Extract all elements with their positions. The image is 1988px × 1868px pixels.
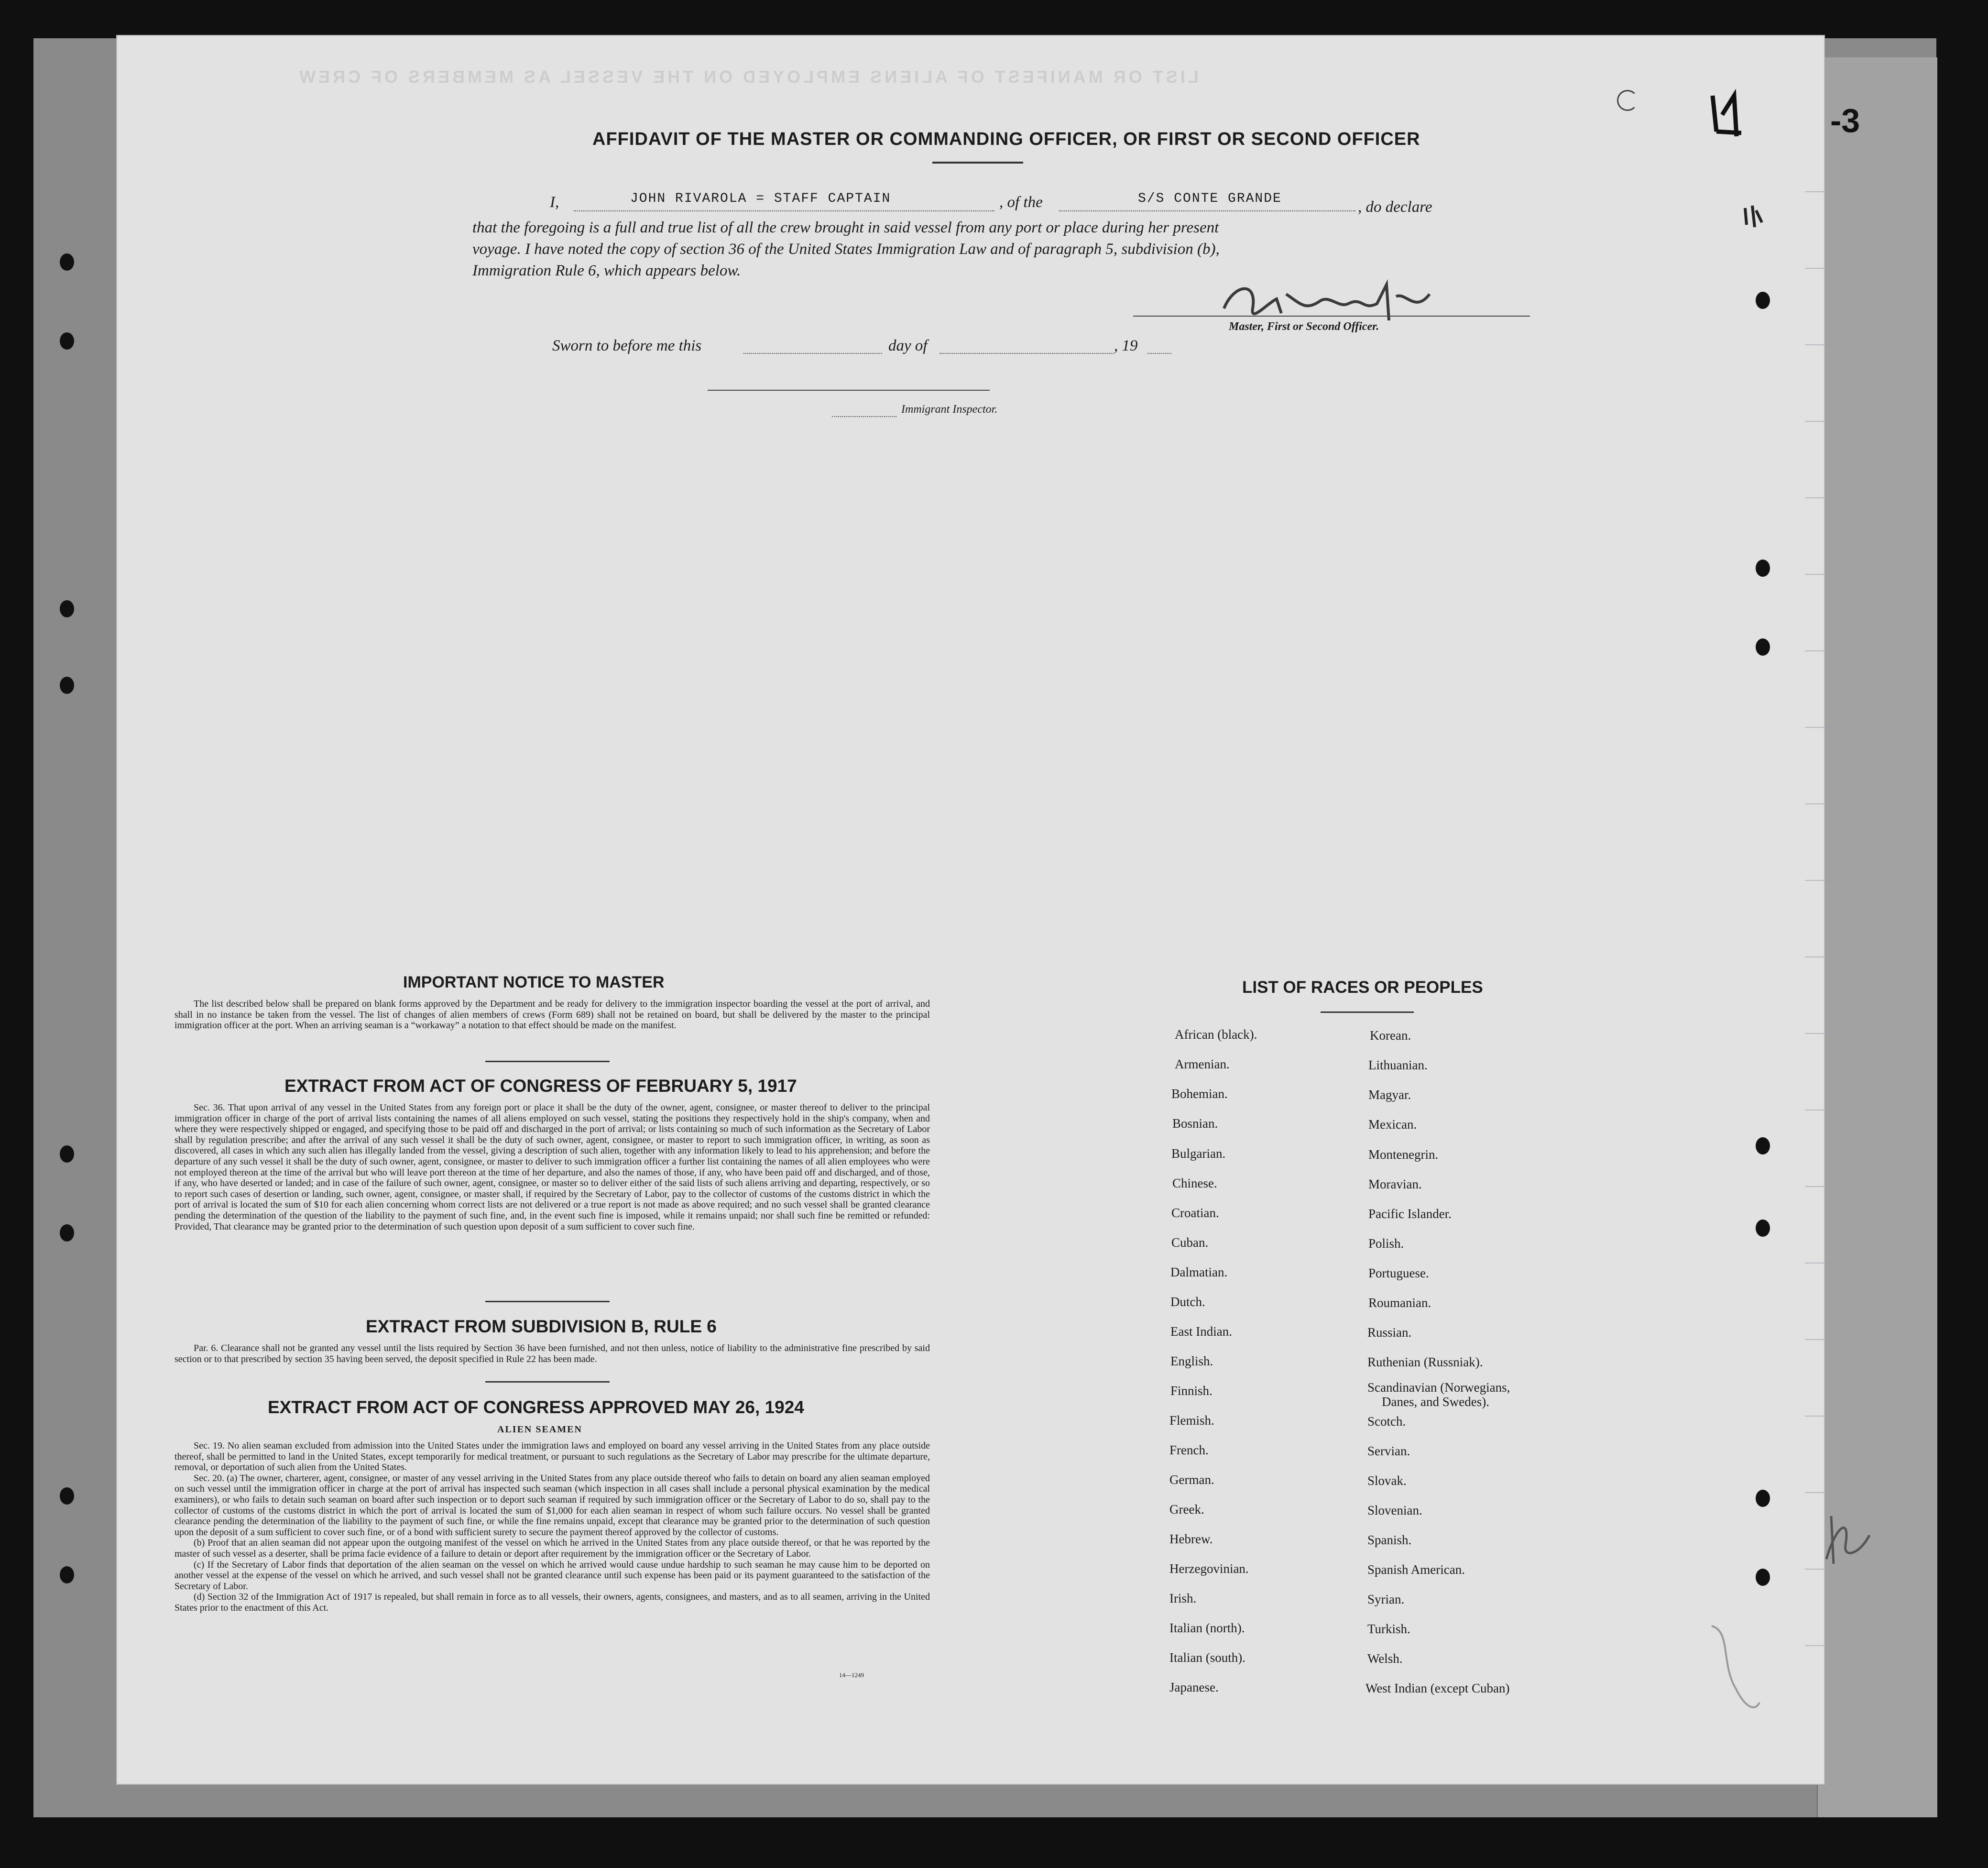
race-right-item: Syrian. (1367, 1592, 1405, 1606)
grid-line (1805, 421, 1838, 422)
race-right-item: Polish. (1368, 1236, 1404, 1251)
signature-caption: Master, First or Second Officer. (1229, 320, 1379, 333)
race-left-item: German. (1169, 1472, 1214, 1487)
extract-1924-paragraph: (b) Proof that an alien seaman did not appear upon the outgoing manifest of the vessel on which he arrived in the United States from any place outside thereof, or that he was reported by the master of such vessel as a deserter, shall be prima facie evidence of a failure to detain or deport after requirement by the immigration officer or the Secretary of Labor. (175, 1538, 930, 1559)
grid-line (1805, 650, 1838, 651)
race-right-item: Scandinavian (Norwegians, (1367, 1380, 1510, 1395)
vessel-name-field: S/S CONTE GRANDE (1138, 191, 1282, 206)
sworn-month-line (939, 353, 1114, 354)
name-field-line (574, 210, 994, 211)
grid-line (1805, 803, 1838, 804)
race-right-item: Scotch. (1367, 1414, 1406, 1428)
inspector-signature-line (708, 390, 990, 391)
race-left-item: Croatian. (1171, 1206, 1219, 1220)
grid-line (1805, 191, 1838, 192)
punch-hole (1756, 1220, 1770, 1237)
race-left-item: Herzegovinian. (1169, 1561, 1249, 1576)
notice-heading: IMPORTANT NOTICE TO MASTER (403, 973, 665, 991)
signature (1205, 275, 1458, 328)
race-left-item: Irish. (1169, 1591, 1197, 1605)
sworn-label: Sworn to before me this (552, 337, 702, 354)
do-declare-label: , do declare (1358, 198, 1432, 216)
handwritten-mark (1708, 86, 1746, 143)
extract-1924-heading: EXTRACT FROM ACT OF CONGRESS APPROVED MAY 26, 1924 (268, 1397, 804, 1417)
sworn-day-line (743, 353, 882, 354)
extract-1917-paragraph: Sec. 36. That upon arrival of any vessel in the United States from any foreign port or place it shall be the duty of the owner, agent, consignee, or master thereof to deliver to the principal immigration officer in charge of the port of arrival lists containing the names of all aliens employed on such vessel, stating the positions they respectively hold in the ship's company, when and where they were respectively shipped or engaged, and specifying those to be paid off and discharged in the port of arrival; or lists containing so much of such information as the Secretary of Labor shall by regulation prescribe; and after the arrival of any such vessel it shall be the duty of such owner, agent, consignee, or master to report to such immigration officer, in writing, as soon as discovered, all cases in which any such alien has illegally landed from the vessel, giving a description of such alien, together with any information likely to lead to his apprehension; and before the departure of any such vessel it shall be the duty of such owner, agent, consignee, or master to deliver to such immigration officer a further list containing the names of all alien employees who were not employed thereon at the time of the arrival but who will leave port thereon at the time of her departure, and also the names of those, if any, who have been paid off and discharged, and of those, if any, who have deserted or landed; and in case of the failure of such owner, agent, consignee, or master so to deliver either of the said lists of such aliens arriving and departing, respectively, or so to report such cases of desertion or landing, such owner, agent, consignee, or master shall, if required by the Secretary of Labor, pay to the collector of customs of the customs district in which the port of arrival is located the sum of $10 for each alien concerning whom correct lists are not delivered or a true report is not made as above required; and no such vessel shall be granted clearance pending the determination of the question of the liability to the payment of such fine, and, in the event such fine is imposed, while it remains unpaid; nor shall such fine be remitted or refunded: Provided, That clearance may be granted prior to the determination of such question upon deposit of a sum sufficient to cover such fine. (175, 1102, 930, 1232)
grid-line (1805, 880, 1838, 881)
grid-line (1805, 1033, 1838, 1034)
grid-line (1805, 1186, 1838, 1187)
punch-hole (1756, 638, 1770, 656)
punch-hole (60, 677, 74, 694)
race-right-item: Russian. (1367, 1325, 1412, 1340)
extract-rule6-paragraph: Par. 6. Clearance shall not be granted any vessel until the lists required by Section 36 have been furnished, and not then unless, notice of liability to the administrative fine prescribed by said section or to that prescribed by section 35 having been served, the deposit specified in Rule 22 has been made. (175, 1343, 930, 1364)
race-right-item: West Indian (except Cuban) (1365, 1681, 1510, 1695)
race-right-item: Turkish. (1367, 1622, 1410, 1636)
grid-line (1805, 1569, 1838, 1570)
grid-line (1805, 956, 1838, 957)
extract-1917-text (175, 1102, 930, 1232)
race-right-item: Ruthenian (Russniak). (1367, 1355, 1483, 1369)
race-right-item: Spanish American. (1367, 1562, 1465, 1577)
race-right-item: Mexican. (1368, 1117, 1417, 1132)
grid-line (1805, 497, 1838, 498)
vessel-field-line (1059, 210, 1355, 211)
affidavit-line-2: that the foregoing is a full and true list of all the crew brought in said vessel from any port or place during her present (472, 219, 1219, 236)
race-left-item: Bulgarian. (1171, 1146, 1226, 1161)
race-left-item: Dutch. (1170, 1295, 1205, 1309)
i-label: I, (550, 194, 559, 211)
race-right-item: Moravian. (1368, 1177, 1422, 1191)
punch-hole (60, 253, 74, 271)
extract-1917-heading: EXTRACT FROM ACT OF CONGRESS OF FEBRUARY 5, 1917 (284, 1076, 797, 1096)
section-divider (1321, 1011, 1414, 1013)
section-divider (485, 1301, 610, 1302)
title-rule (932, 162, 1023, 164)
race-left-item: Greek. (1169, 1502, 1204, 1516)
race-right-item: Servian. (1367, 1444, 1410, 1458)
affidavit-line-4: Immigration Rule 6, which appears below. (472, 262, 741, 279)
bleed-through-title: LIST OR MANIFEST OF ALIENS EMPLOYED ON THE VESSEL AS MEMBERS OF CREW (296, 67, 1199, 87)
race-left-item: Cuban. (1171, 1235, 1209, 1250)
sworn-year-line (1147, 353, 1171, 354)
punch-hole (1756, 1569, 1770, 1586)
extract-1924-subheading: ALIEN SEAMEN (497, 1424, 582, 1435)
race-left-item: Italian (north). (1169, 1621, 1245, 1635)
grid-line (1805, 1339, 1838, 1340)
extract-1924-paragraph: (d) Section 32 of the Immigration Act of 1917 is repealed, but shall remain in force as to all vessels, their owners, agents, consignees, and masters, and as to all seamen, arriving in the United States prior to the enactment of this Act. (175, 1592, 930, 1613)
race-left-item: Chinese. (1172, 1176, 1217, 1190)
circle-mark (1617, 90, 1638, 111)
race-right-item: Pacific Islander. (1368, 1207, 1452, 1221)
affidavit-line-3: voyage. I have noted the copy of section 36 of the United States Immigration Law and of paragraph 5, subdivision (b), (472, 241, 1220, 258)
race-left-item: Hebrew. (1169, 1532, 1213, 1546)
race-left-item: French. (1169, 1443, 1209, 1457)
punch-hole (60, 332, 74, 350)
inspector-dotted-line (832, 416, 896, 417)
grid-line (1805, 1492, 1838, 1493)
race-left-item: East Indian. (1170, 1324, 1232, 1339)
handwritten-mark (1702, 1621, 1764, 1717)
race-right-item: Montenegrin. (1368, 1147, 1439, 1162)
punch-hole (1756, 1137, 1770, 1154)
punch-hole (60, 1487, 74, 1505)
grid-line (1805, 1263, 1838, 1264)
affidavit-title: AFFIDAVIT OF THE MASTER OR COMMANDING OFFICER, OR FIRST OR SECOND OFFICER (592, 129, 1420, 149)
form-number: 14—1249 (839, 1671, 864, 1679)
punch-hole (60, 1224, 74, 1242)
extract-rule6-heading: EXTRACT FROM SUBDIVISION B, RULE 6 (366, 1317, 717, 1336)
extract-1924-paragraph: Sec. 20. (a) The owner, charterer, agent, consignee, or master of any vessel arriving in the United States from any place outside thereof who fails to detain on board any alien seaman employed on such vessel until the immigration officer in charge at the port of arrival has inspected such seaman (which inspection in all cases shall include a personal physical examination by the medical examiners), or who fails to detain such seaman on board after such inspection or to deport such seaman if required by such immigration officer or the Secretary of Labor to do so, shall pay to the collector of customs of the customs district in which the port of arrival is located the sum of $1,000 for each alien seaman in respect of whom such failure occurs. No vessel shall be granted clearance pending the determination of the liability to the payment of such fine, or while the fine remains unpaid, except that clearance may be granted prior to the determination of such question upon the deposit of a sum sufficient to cover such fine, or of a bond with sufficient surety to secure the payment thereof approved by the collector of customs. (175, 1472, 930, 1538)
punch-hole (60, 1145, 74, 1163)
race-right-item: Korean. (1370, 1028, 1411, 1043)
race-right-item: Magyar. (1368, 1088, 1411, 1102)
race-right-item: Portuguese. (1368, 1266, 1429, 1280)
race-left-item: Finnish. (1170, 1384, 1212, 1398)
grid-line (1805, 727, 1838, 728)
extract-1924-text (175, 1440, 930, 1614)
race-right-item: Slovak. (1367, 1473, 1407, 1488)
grid-line (1805, 268, 1838, 269)
section-divider (485, 1061, 610, 1062)
inspector-caption: Immigrant Inspector. (901, 403, 998, 416)
races-title: LIST OF RACES OR PEOPLES (1242, 978, 1483, 997)
punch-hole (1756, 1490, 1770, 1507)
officer-name-field: JOHN RIVAROLA = STAFF CAPTAIN (630, 191, 891, 206)
race-right-item: Lithuanian. (1368, 1058, 1428, 1072)
handwritten-mark (1817, 1506, 1874, 1569)
race-right-item: Danes, and Swedes). (1382, 1395, 1489, 1409)
grid-line (1805, 1416, 1838, 1417)
handwritten-mark (1743, 203, 1764, 232)
of-the-label: , of the (999, 194, 1043, 211)
race-left-item: English. (1170, 1354, 1213, 1368)
race-right-item: Roumanian. (1368, 1296, 1431, 1310)
page-number: -3 (1830, 102, 1860, 139)
section-divider (485, 1381, 610, 1383)
signature-line (1133, 316, 1530, 317)
punch-hole (1756, 292, 1770, 309)
year-prefix-label: , 19 (1114, 337, 1138, 354)
extract-rule6-text (175, 1343, 930, 1364)
race-left-item: African (black). (1175, 1027, 1257, 1042)
punch-hole (1756, 560, 1770, 577)
race-left-item: Japanese. (1169, 1680, 1219, 1694)
race-right-item: Spanish. (1367, 1533, 1412, 1547)
notice-paragraph: The list described below shall be prepared on blank forms approved by the Department and be ready for delivery to the immigration inspector boarding the vessel at the port of arrival, and shall in no instance be taken from the vessel. The list of changes of alien members of crews (Form 689) shall not be retained on board, but shall be delivered by the master to the principal immigration officer at the port. When an arriving seaman is a “workaway” a notation to that effect should be made on the manifest. (175, 999, 930, 1031)
race-left-item: Flemish. (1169, 1413, 1214, 1428)
punch-hole (60, 1566, 74, 1583)
grid-line (1805, 344, 1838, 345)
race-left-item: Bohemian. (1171, 1087, 1228, 1101)
punch-hole (60, 600, 74, 617)
race-right-item: Slovenian. (1367, 1503, 1422, 1517)
day-of-label: day of (888, 337, 928, 354)
race-left-item: Bosnian. (1172, 1116, 1218, 1131)
grid-line (1805, 574, 1838, 575)
race-left-item: Italian (south). (1169, 1650, 1245, 1665)
extract-1924-paragraph: (c) If the Secretary of Labor finds that deportation of the alien seaman on the vessel on which he arrived would cause undue hardship to such seaman he may cause him to be deported on another vessel at the expense of the vessel on which he arrived, and such vessel shall not be granted clearance until such expense has been paid or its payment guaranteed to the satisfaction of the Secretary of Labor. (175, 1559, 930, 1592)
grid-line (1805, 1645, 1838, 1646)
notice-text (175, 999, 930, 1031)
race-left-item: Dalmatian. (1170, 1265, 1228, 1279)
race-right-item: Welsh. (1367, 1651, 1403, 1666)
extract-1924-paragraph: Sec. 19. No alien seaman excluded from admission into the United States under the immigration laws and employed on board any vessel arriving in the United States from any place outside thereof, shall be permitted to land in the United States, except temporarily for medical treatment, or pursuant to such regulations as the Secretary of Labor may prescribe for the ultimate departure, removal, or deportation of such alien from the United States. (175, 1440, 930, 1473)
race-left-item: Armenian. (1175, 1057, 1230, 1071)
